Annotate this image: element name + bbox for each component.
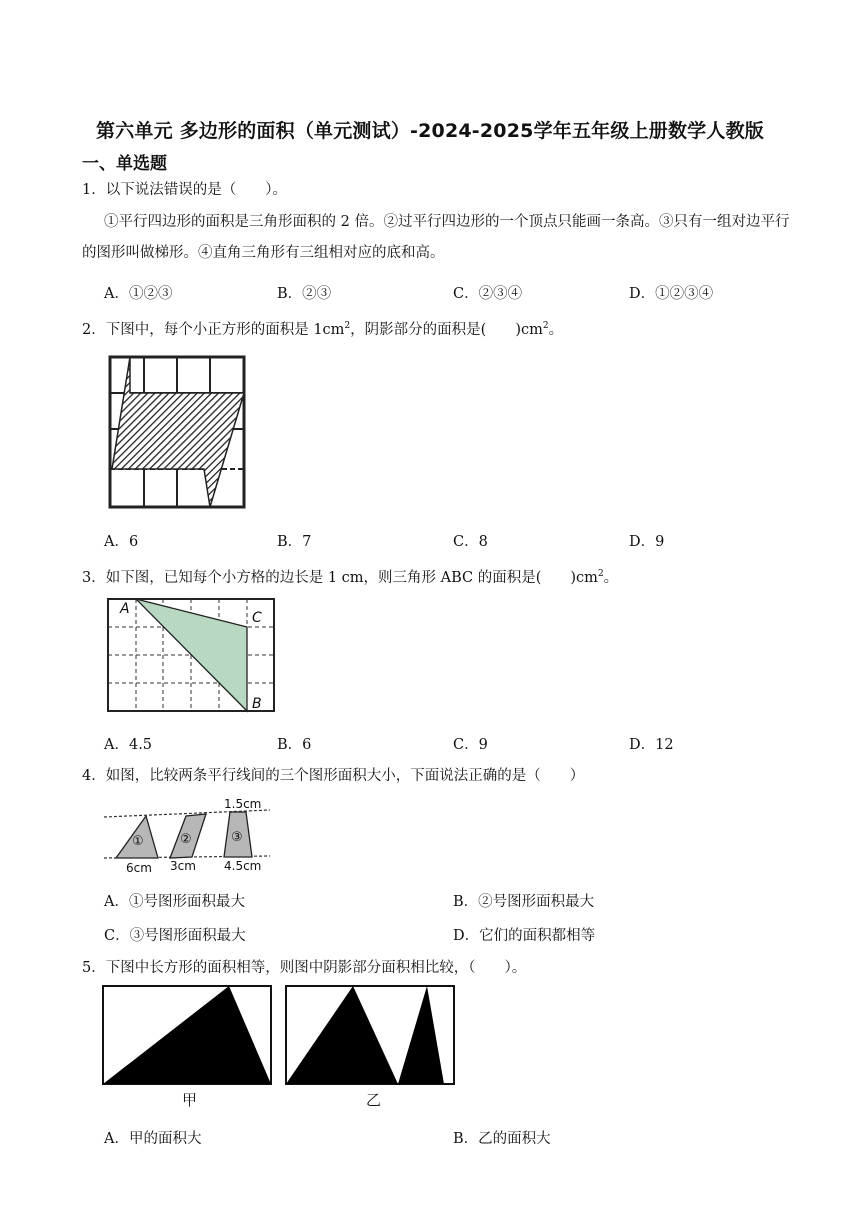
q4-label-shape-1: ① [132,834,144,849]
q4-figure [100,796,272,876]
q1-option-b: B．②③ [277,286,332,302]
q3-sup: 2 [597,569,604,579]
page-title: 第六单元 多边形的面积（单元测试）-2024-2025学年五年级上册数学人教版 [96,120,764,142]
q4-label-base-1: 6cm [126,861,152,875]
q4-label-top: 1.5cm [224,797,262,811]
q2-option-d: D．9 [629,534,665,550]
q5-label-jia: 甲 [182,1091,198,1109]
q2-stem-part-c: 。 [548,321,564,338]
q4-option-c: C．③号图形面积最大 [104,928,246,944]
q5-label-yi: 乙 [366,1091,382,1109]
q1-option-d: D．①②③④ [629,286,714,302]
q4-label-shape-3: ③ [231,830,243,845]
q3-option-d: D．12 [629,737,674,753]
q4-label-shape-2: ② [180,832,192,847]
q2-option-b: B．7 [277,534,312,550]
section-heading: 一、单选题 [82,154,167,174]
q3-label-b: B [252,696,262,712]
question-1-body: ①平行四边形的面积是三角形面积的 2 倍。②过平行四边形的一个顶点只能画一条高。③只有一组对边平行的图形叫做梯形。④直角三角形有三组相对应的底和高。 [82,214,790,261]
q3-option-b: B．6 [277,737,312,753]
q3-label-c: C [252,610,262,626]
q2-grid-figure [100,348,260,514]
q3-label-a: A [120,601,130,617]
q3-stem-part-b: 。 [603,569,619,586]
q3-option-a: A．4.5 [104,737,153,753]
q1-option-c: C．②③④ [453,286,523,302]
q2-option-a: A．6 [104,534,139,550]
q5-figure [100,984,460,1112]
question-5-stem: 5．下图中长方形的面积相等，则图中阴影部分面积相比较，（ ）。 [82,960,527,976]
q2-sup-2: 2 [542,321,549,331]
q2-stem-part-a: 2．下图中，每个小正方形的面积是 1cm [82,321,345,338]
q2-option-c: C．8 [453,534,488,550]
q4-label-base-3: 4.5cm [224,859,262,873]
q2-stem-part-b: ，阴影部分的面积是( )cm [350,321,543,338]
q5-option-a: A．甲的面积大 [104,1131,202,1147]
question-1-stem: 1．以下说法错误的是（ ）。 [82,182,287,198]
q5-option-b: B．乙的面积大 [453,1131,551,1147]
q4-option-a: A．①号图形面积最大 [104,894,245,910]
question-3-stem [82,564,618,588]
q3-option-c: C．9 [453,737,488,753]
q2-sup-1: 2 [344,321,351,331]
q4-option-b: B．②号图形面积最大 [453,894,595,910]
question-2-stem [82,316,563,340]
q4-option-d: D．它们的面积都相等 [453,928,596,944]
question-4-stem: 4．如图，比较两条平行线间的三个图形面积大小，下面说法正确的是（ ） [82,768,585,784]
q1-option-a: A．①②③ [104,286,173,302]
q3-grid-figure [104,596,280,716]
q4-label-base-2: 3cm [170,859,196,873]
q3-stem-part-a: 3．如下图，已知每个小方格的边长是 1 cm，则三角形 ABC 的面积是( )cm [82,569,598,586]
